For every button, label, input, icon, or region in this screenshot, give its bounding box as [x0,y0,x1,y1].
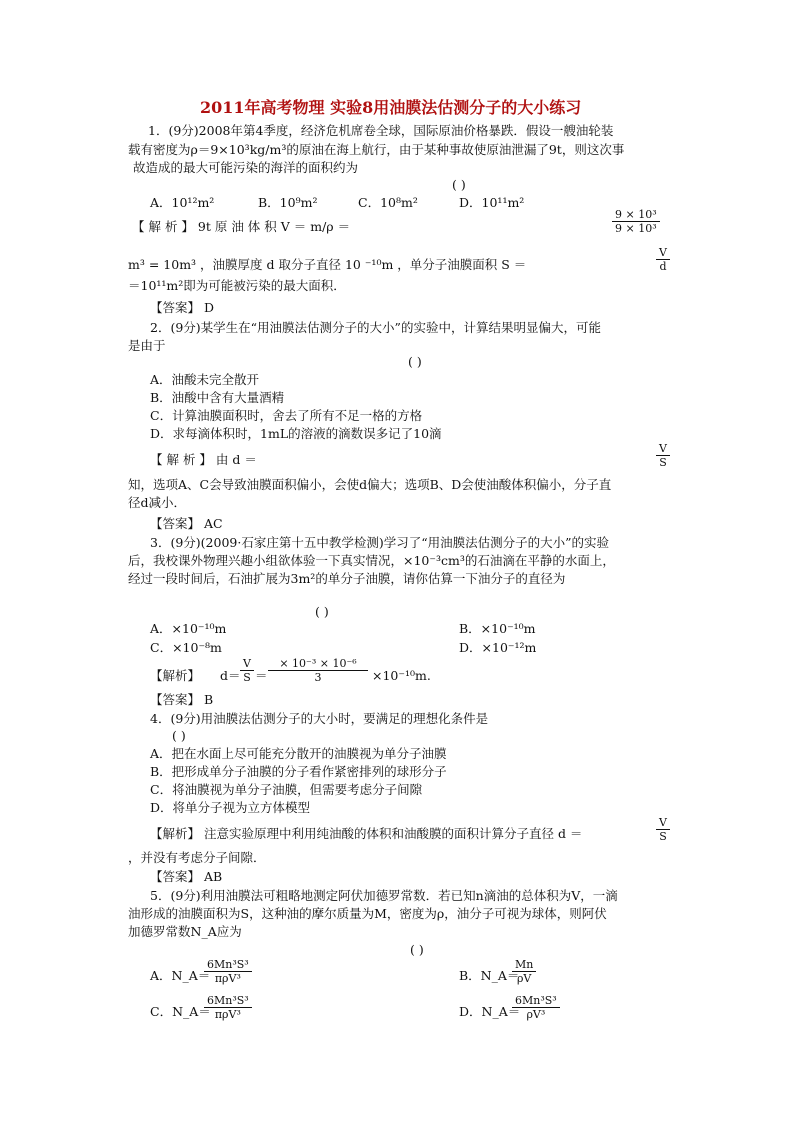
fraction-denominator: ρV³ [526,1008,546,1021]
q2-explanation-line-3: 径d减小． [128,495,187,510]
fraction-denominator: S [243,671,251,684]
q4-option-d: D．将单分子视为立方体模型 [150,800,311,815]
q5-option-c-label: C．N_A＝ [150,1004,211,1019]
q5-line-1: 5．(9分)利用油膜法可粗略地测定阿伏加德罗常数．若已知n滴油的总体积为V，一滴 [150,888,618,903]
q1-explanation-fraction-2 [656,246,670,273]
q3-explanation-fraction-1 [240,657,254,684]
q5-option-c-fraction [204,994,252,1021]
q1-explanation-line-3: ＝10¹¹m²即为可能被污染的最大面积． [128,278,346,293]
fraction-numerator: × 10⁻³ × 10⁻⁶ [268,657,368,671]
q3-option-d: D．×10⁻¹²m [459,640,537,655]
q3-answer-bracket: ( ) [315,604,329,619]
q2-explanation-line-2: 知，选项A、C会导致油膜面积偏小，会使d偏大；选项B、D会使油酸体积偏小，分子直 [128,477,612,492]
q5-option-b-fraction [512,958,536,985]
q2-option-c: C．计算油膜面积时，舍去了所有不足一格的方格 [150,408,423,423]
q1-explanation-line-2: m³ = 10m³ ，油膜厚度 d 取分子直径 10 ⁻¹⁰m ，单分子油膜面积 S ＝ [128,257,527,272]
q2-answer: 【答案】 AC [150,516,223,531]
q5-option-a-label: A．N_A＝ [150,968,211,983]
q1-option-c: C．10⁸m² [358,195,418,210]
q5-option-d-fraction [512,994,560,1021]
q3-explanation-equals: ＝ [255,668,268,683]
fraction-denominator: S [659,830,667,843]
q3-line-1: 3．(9分)(2009·石家庄第十五中教学检测)学习了“用油膜法估测分子的大小”的实验 [150,535,609,550]
q4-answer: 【答案】 AB [150,869,223,884]
q2-answer-bracket: ( ) [408,354,422,369]
q3-explanation-result: ×10⁻¹⁰m. [372,668,431,683]
q4-explanation-line-2: ，并没有考虑分子间隙． [128,850,266,865]
q3-answer: 【答案】 B [150,692,214,707]
fraction-numerator: 9 × 10³ [612,208,660,222]
q3-option-b: B．×10⁻¹⁰m [459,621,536,636]
q2-option-a: A．油酸未完全散开 [150,372,260,387]
q4-option-c: C．将油膜视为单分子油膜，但需要考虑分子间隙 [150,782,423,797]
fraction-denominator: ρV [516,972,532,985]
q1-option-b: B．10⁹m² [258,195,318,210]
q3-explanation-fraction-2 [268,657,368,684]
fraction-denominator: 9 × 10³ [615,222,657,235]
q1-line-2: 载有密度为ρ＝9×10³kg/m³的原油在海上航行，由于某种事故使原油泄漏了9t，则这次事 [128,142,625,157]
fraction-denominator: d [659,260,667,273]
q4-option-a: A．把在水面上尽可能充分散开的油膜视为单分子油膜 [150,746,447,761]
fraction-numerator: V [656,442,670,456]
fraction-denominator: 3 [314,671,322,684]
q2-line-1: 2．(9分)某学生在“用油膜法估测分子的大小”的实验中，计算结果明显偏大，可能 [150,320,601,335]
q4-explanation-line-1: 【解析】 注意实验原理中利用纯油酸的体积和油酸膜的面积计算分子直径 d ＝ [150,826,583,841]
fraction-numerator: V [240,657,254,671]
q4-explanation-fraction [656,816,670,843]
fraction-denominator: πρV³ [214,972,241,985]
q2-line-2: 是由于 [128,338,166,353]
page-title: 2011年高考物理 实验8用油膜法估测分子的大小练习 [200,98,582,117]
q3-explanation-label: 【解析】 [150,668,201,683]
fraction-numerator: 6Mn³S³ [512,994,560,1008]
q4-line-1: 4．(9分)用油膜法估测分子的大小时，要满足的理想化条件是 [150,711,489,726]
q1-line-3: 故造成的最大可能污染的海洋的面积约为 [133,160,359,175]
q5-line-2: 油形成的油膜面积为S，这种油的摩尔质量为M，密度为ρ，油分子可视为球体，则阿伏 [128,906,607,921]
fraction-numerator: 6Mn³S³ [204,958,252,972]
fraction-denominator: S [659,456,667,469]
q1-option-d: D．10¹¹m² [459,195,525,210]
q3-option-c: C．×10⁻⁸m [150,640,222,655]
q1-option-a: A．10¹²m² [150,195,215,210]
q5-option-d-label: D．N_A＝ [459,1004,521,1019]
q3-explanation-d: d＝ [220,668,241,683]
q5-line-3: 加德罗常数N_A应为 [128,924,242,939]
q5-option-b-label: B．N_A＝ [459,968,520,983]
fraction-numerator: V [656,816,670,830]
q1-line-1: 1．(9分)2008年第4季度，经济危机席卷全球，国际原油价格暴跌．假设一艘油轮装 [148,123,614,138]
q1-answer: 【答案】 D [150,300,214,315]
q5-answer-bracket: ( ) [410,942,424,957]
q2-explanation-fraction [656,442,670,469]
q1-explanation-line-1: 【 解 析 】 9t 原 油 体 积 V ＝ m/ρ ＝ [132,219,351,234]
q3-line-3: 经过一段时间后，石油扩展为3m²的单分子油膜，请你估算一下油分子的直径为 [128,571,566,586]
q2-option-d: D．求每滴体积时，1mL的溶液的滴数误多记了10滴 [150,426,442,441]
q5-option-a-fraction [204,958,252,985]
fraction-numerator: 6Mn³S³ [204,994,252,1008]
q2-explanation-line-1: 【 解 析 】 由 d ＝ [150,452,257,467]
q3-option-a: A．×10⁻¹⁰m [150,621,227,636]
q4-answer-bracket: ( ) [172,728,186,743]
q4-option-b: B．把形成单分子油膜的分子看作紧密排列的球形分子 [150,764,447,779]
q1-explanation-fraction-1 [612,208,660,235]
q2-option-b: B．油酸中含有大量酒精 [150,390,285,405]
q3-line-2: 后，我校课外物理兴趣小组欲体验一下真实情况，×10⁻³cm³的石油滴在平静的水面上， [128,553,615,568]
fraction-numerator: V [656,246,670,260]
fraction-numerator: Mn [512,958,536,972]
fraction-denominator: πρV³ [214,1008,241,1021]
q1-answer-bracket: ( ) [452,177,466,192]
